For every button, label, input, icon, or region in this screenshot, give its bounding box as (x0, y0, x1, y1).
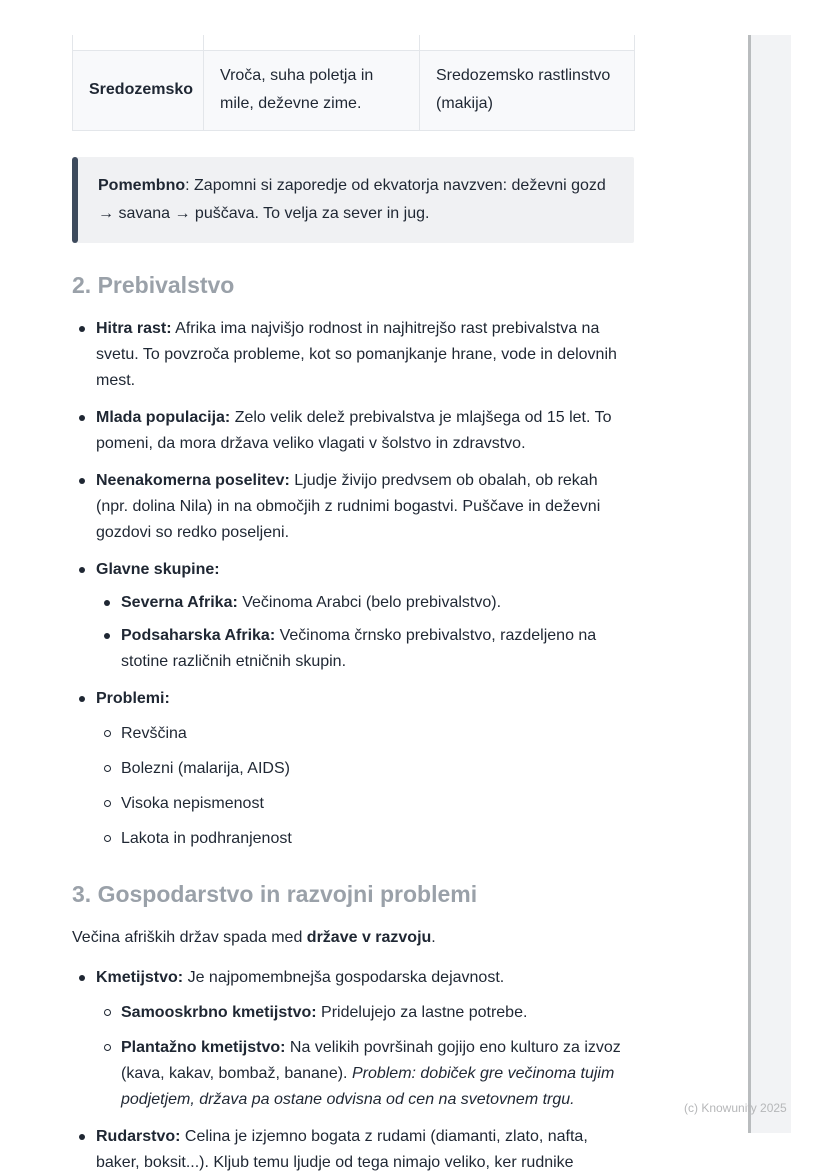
list-item: Neenakomerna poselitev: Ljudje živijo predvsem ob obalah, ob rekah (npr. dolina Nila) in na območjih z rudnimi bogastvi. Puščave in deževni gozdovi so redko poseljeni. (72, 468, 634, 546)
list-item: Podsaharska Afrika: Večinoma črnsko prebivalstvo, razdeljeno na stotine različnih etničnih skupin. (96, 623, 634, 675)
list-item: Visoka nepismenost (96, 791, 634, 817)
list-item: Kmetijstvo: Je najpomembnejša gospodarska dejavnost. Samooskrbno kmetijstvo: Pridelujejo za lastne potrebe. Plantažno kmetijstvo: Na velikih površinah gojijo eno kulturo za izvoz (kava, kakav, bombaž, banane). Problem: dobiček gre večinoma tujim podjetjem, država pa ostane odvisna od cen na svetovnem trgu. (72, 965, 634, 1113)
intro-paragraph: Večina afriških držav spada med države v razvoju. (72, 928, 436, 946)
list-item: Severna Afrika: Večinoma Arabci (belo prebivalstvo). (96, 590, 634, 616)
economy-list (72, 965, 634, 1171)
list-item: Hitra rast: Afrika ima najvišjo rodnost in najhitrejšo rast prebivalstva na svetu. To povzroča probleme, kot so pomanjkanje hrane, vode in delovnih mest. (72, 316, 634, 394)
table-cell-vegetation: Sredozemsko rastlinstvo (makija) (420, 50, 635, 130)
important-callout (72, 157, 634, 243)
list-item: Rudarstvo: Celina je izjemno bogata z rudami (diamanti, zlato, nafta, baker, boksit...). Kljub temu ljudje od tega nimajo veliko, ker rudnike (72, 1124, 634, 1171)
section-heading-gospodarstvo: 3. Gospodarstvo in razvojni problemi (72, 880, 478, 907)
table-row (73, 50, 635, 130)
list-item: Problemi: Revščina Bolezni (malarija, AIDS) Visoka nepismenost Lakota in podhranjenost (72, 686, 634, 852)
list-item: Revščina (96, 721, 634, 747)
table-cell-description: Vroča, suha poletja in mile, deževne zime. (204, 50, 420, 130)
list-item: Lakota in podhranjenost (96, 826, 634, 852)
callout-label: Pomembno (98, 176, 186, 194)
population-list (72, 316, 634, 852)
list-item: Bolezni (malarija, AIDS) (96, 756, 634, 782)
list-item: Mlada populacija: Zelo velik delež prebivalstva je mlajšega od 15 let. To pomeni, da mora država veliko vlagati v šolstvo in zdravstvo. (72, 405, 634, 457)
agriculture-sublist (96, 1000, 634, 1113)
climate-table (72, 35, 635, 131)
table-row-partial (73, 35, 635, 50)
list-item: Samooskrbno kmetijstvo: Pridelujejo za lastne potrebe. (96, 1000, 634, 1026)
list-item: Plantažno kmetijstvo: Na velikih površinah gojijo eno kulturo za izvoz (kava, kakav, bombaž, banane). Problem: dobiček gre večinoma tujim podjetjem, država pa ostane odvisna od cen na svetovnem trgu. (96, 1035, 634, 1113)
section-heading-prebivalstvo: 2. Prebivalstvo (72, 271, 235, 298)
document-content (72, 0, 634, 1171)
main-groups-sublist (96, 590, 634, 675)
problems-sublist (96, 721, 634, 852)
list-item: Glavne skupine: Severna Afrika: Večinoma Arabci (belo prebivalstvo). Podsaharska Afrika: Večinoma črnsko prebivalstvo, razdeljeno na stotine različnih etničnih skupin. (72, 557, 634, 675)
page-edge-strip (748, 35, 791, 1133)
table-cell-climate: Sredozemsko (73, 50, 204, 130)
copyright-watermark: (c) Knowunity 2025 (684, 1101, 787, 1115)
callout-accent-bar (72, 157, 78, 243)
callout-text: : Zapomni si zaporedje od ekvatorja navzven: deževni gozd → savana → puščava. To velja za sever in jug. (98, 176, 606, 222)
